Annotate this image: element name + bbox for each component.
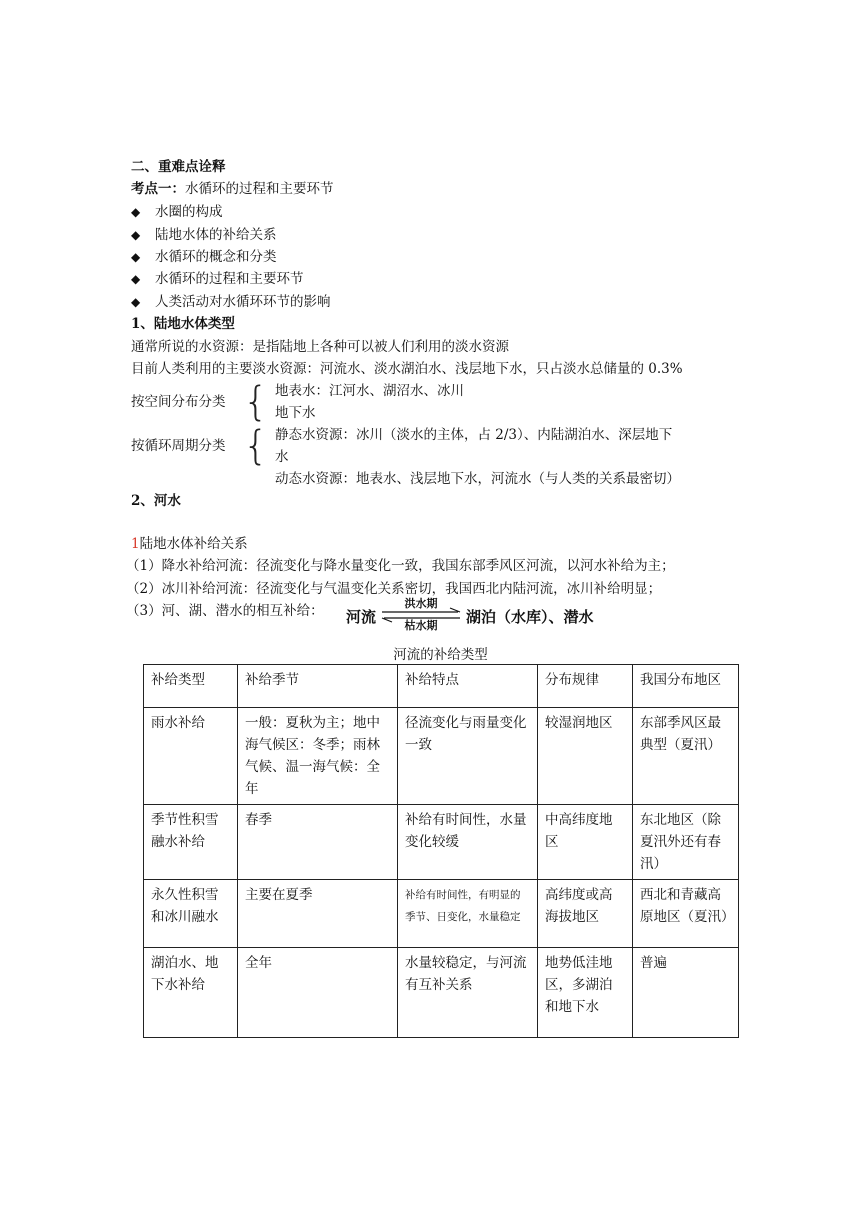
table-cell: 湖泊水、地下水补给 <box>144 948 238 1038</box>
spatial-label: 按空间分布分类 <box>131 394 226 410</box>
table-cell: 雨水补给 <box>144 708 238 805</box>
river-supply-table <box>143 664 739 1038</box>
table-cell: 水量较稳定，与河流有互补关系 <box>398 948 538 1038</box>
header-cell: 补给季节 <box>238 665 398 708</box>
diamond-bullet-icon: ◆ <box>131 205 141 219</box>
sub-text: 陆地水体补给关系 <box>139 536 248 552</box>
table-cell: 中高纬度地区 <box>538 805 633 880</box>
table-cell: 主要在夏季 <box>238 880 398 948</box>
bullet-item: ◆ 陆地水体的补给关系 <box>131 224 277 246</box>
table-cell: 东部季风区最典型（夏汛） <box>633 708 739 805</box>
table-row <box>144 880 739 948</box>
diamond-bullet-icon: ◆ <box>131 295 141 309</box>
subheading <box>131 533 248 555</box>
spatial-item: 地表水：江河水、湖沼水、冰川 <box>275 383 464 399</box>
diamond-bullet-icon: ◆ <box>131 228 141 242</box>
bullet-item: ◆ 水循环的过程和主要环节 <box>131 268 304 290</box>
table-cell: 一般：夏秋为主；地中海气候区：冬季；雨林气候、温一海气候：全年 <box>238 708 398 805</box>
table-cell: 补给有时间性，有明显的季节、日变化，水量稳定 <box>398 880 538 948</box>
paragraph: 通常所说的水资源：是指陆地上各种可以被人们利用的淡水资源 <box>131 339 509 355</box>
table-cell: 较湿润地区 <box>538 708 633 805</box>
diagram-lake: 湖泊（水库）、潜水 <box>466 608 594 626</box>
exam-point <box>131 178 334 200</box>
header-cell: 补给类型 <box>144 665 238 708</box>
bullet-item: ◆ 水循环的概念和分类 <box>131 246 277 268</box>
table-cell: 普遍 <box>633 948 739 1038</box>
list-item: （1）降水补给河流：径流变化与降水量变化一致，我国东部季风区河流，以河水补给为主； <box>126 558 675 574</box>
exam-point-text: 水循环的过程和主要环节 <box>185 181 334 197</box>
table-cell: 全年 <box>238 948 398 1038</box>
dry-season-label: 枯水期 <box>404 619 438 632</box>
table-row <box>144 805 739 880</box>
bullet-item: ◆ 人类活动对水循环环节的影响 <box>131 291 331 313</box>
cycle-item: 动态水资源：地表水、浅层地下水，河流水（与人类的关系最密切） <box>275 471 680 487</box>
table-cell: 地势低洼地区，多湖泊和地下水 <box>538 948 633 1038</box>
list-item: （3）河、湖、潜水的相互补给： <box>126 603 324 619</box>
header-cell: 我国分布地区 <box>633 665 739 708</box>
diamond-bullet-icon: ◆ <box>131 250 141 264</box>
diagram-river: 河流 <box>346 608 377 626</box>
table-cell: 东北地区（除夏汛外还有春汛） <box>633 805 739 880</box>
table-cell: 季节性积雪融水补给 <box>144 805 238 880</box>
brace-icon: { <box>243 423 269 469</box>
table-cell: 春季 <box>238 805 398 880</box>
table-row <box>144 948 739 1038</box>
cycle-item-cont: 水 <box>275 449 289 465</box>
cycle-label: 按循环周期分类 <box>131 438 226 454</box>
header-cell: 补给特点 <box>398 665 538 708</box>
table-cell: 补给有时间性，水量变化较缓 <box>398 805 538 880</box>
heading-river-water: 2、河水 <box>131 493 181 509</box>
exam-point-label: 考点一： <box>131 181 185 197</box>
table-cell: 高纬度或高海拔地区 <box>538 880 633 948</box>
brace-icon: { <box>243 379 269 425</box>
table-cell: 西北和青藏高原地区（夏汛） <box>633 880 739 948</box>
diamond-bullet-icon: ◆ <box>131 272 141 286</box>
cycle-item: 静态水资源：冰川（淡水的主体，占 2/3）、内陆湖泊水、深层地下 <box>275 427 673 443</box>
exchange-arrows <box>380 598 462 634</box>
sub-number: 1 <box>131 536 140 552</box>
section-title: 二、重难点诠释 <box>131 159 226 175</box>
spatial-item: 地下水 <box>275 405 316 421</box>
table-header-row <box>144 665 739 708</box>
list-item: （2）冰川补给河流：径流变化与气温变化关系密切，我国西北内陆河流，冰川补给明显； <box>126 581 662 597</box>
table-cell: 径流变化与雨量变化一致 <box>398 708 538 805</box>
heading-water-types: 1、陆地水体类型 <box>131 316 235 332</box>
table-caption: 河流的补给类型 <box>393 647 488 663</box>
bullet-item: ◆ 水圈的构成 <box>131 201 223 223</box>
paragraph: 目前人类利用的主要淡水资源：河流水、淡水湖泊水、浅层地下水，只占淡水总储量的 0.3% <box>131 361 683 377</box>
header-cell: 分布规律 <box>538 665 633 708</box>
flood-season-label: 洪水期 <box>404 597 438 610</box>
table-row <box>144 708 739 805</box>
table-cell: 永久性积雪和冰川融水 <box>144 880 238 948</box>
